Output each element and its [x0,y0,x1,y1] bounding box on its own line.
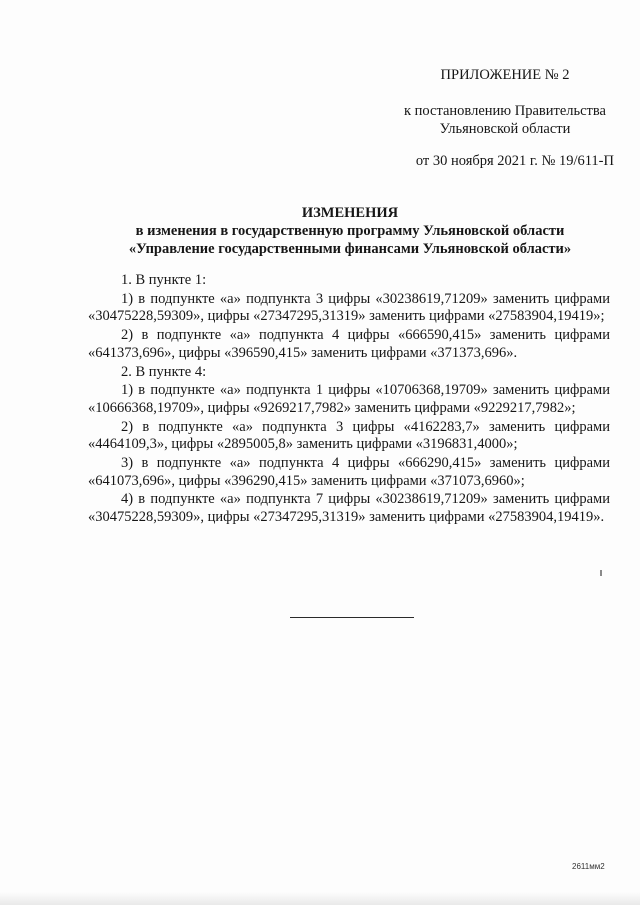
point-1-heading: 1. В пункте 1: [121,272,207,288]
appendix-number: ПРИЛОЖЕНИЕ № 2 [440,67,570,83]
point-2-item-1: 1) в подпункте «а» подпункта 1 цифры «10706368,19709» заменить цифрами «10666368,19709», цифры «9269217,7982» заменить цифрами «9229217,7982»; [88,382,610,416]
decree-line-2: Ульяновской области [439,121,571,137]
footer-document-code: 2611мм2 [572,862,605,871]
point-2-item-3: 3) в подпункте «а» подпункта 4 цифры «666290,415» заменить цифрами «641073,696», цифры «396290,415» заменить цифрами «371073,6960»; [88,455,610,489]
decree-reference [398,102,612,138]
decree-date: от 30 ноября 2021 г. № 19/611-П [415,153,614,169]
point-2-item-4: 4) в подпункте «а» подпункта 7 цифры «30238619,71209» заменить цифрами «30475228,59309», цифры «27347295,31319» заменить цифрами «27583904,19419». [88,491,610,526]
point-2-heading: 2. В пункте 4: [121,363,207,380]
document-body [88,272,610,528]
point-2-item-2: 2) в подпункте «а» подпункта 3 цифры «4162283,7» заменить цифрами «4464109,3», цифры «2895005,8» заменить цифрами «3196831,4000»; [88,418,610,453]
title-heading: ИЗМЕНЕНИЯ [301,205,399,221]
title-line-1: в изменения в государственную программу Ульяновской области [135,223,565,239]
title-line-2: «Управление государственными финансами Ульяновской области» [128,241,572,257]
decree-line-1: к постановлению Правительства [404,103,606,119]
point-1-item-2: 2) в подпункте «а» подпункта 4 цифры «666590,415» заменить цифрами «641373,696», цифры «396590,415» заменить цифрами «371373,696». [88,327,610,361]
scan-mark [600,570,602,576]
document-title [88,204,612,258]
closing-separator-line [290,617,414,618]
point-1-item-1: 1) в подпункте «а» подпункта 3 цифры «30238619,71209» заменить цифрами «30475228,59309», цифры «27347295,31319» заменить цифрами «27583904,19419»; [88,290,610,325]
scan-bottom-edge [0,892,640,905]
